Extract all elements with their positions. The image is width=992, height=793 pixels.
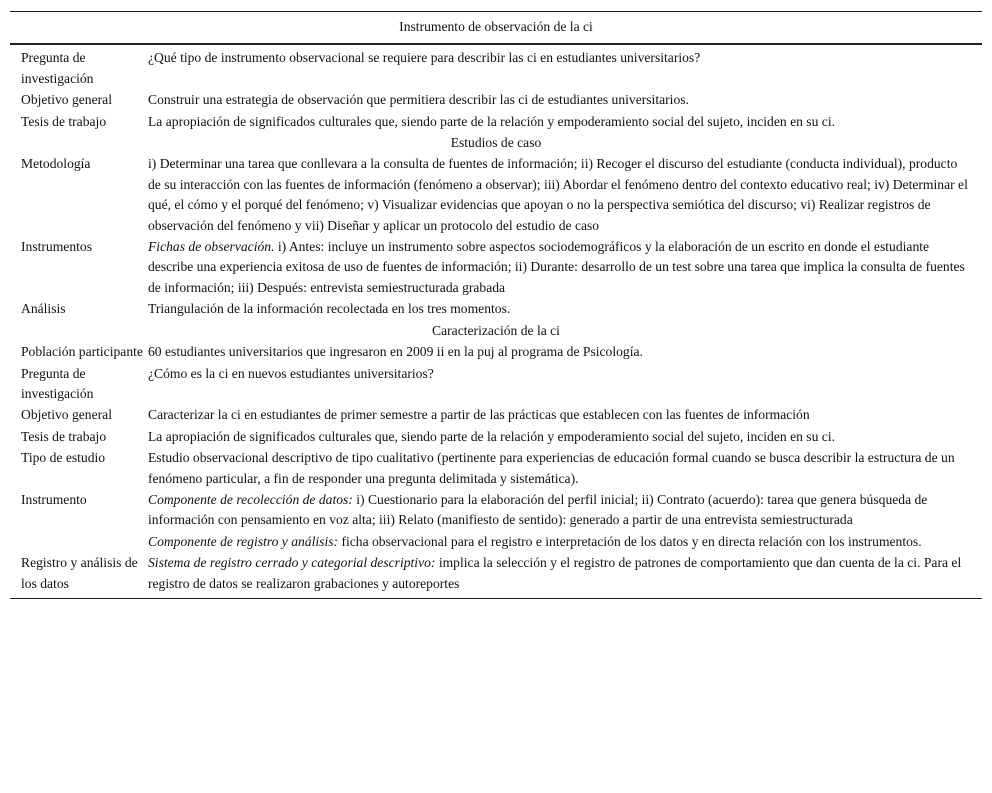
table-row — [10, 447, 982, 489]
row-value: Estudio observacional descriptivo de tipo cualitativo (pertinente para experiencias de educación formal cuando se busca describir la estructura de un fenómeno particular, a fin de responder una pregunta delimitada y sistemática). — [148, 450, 955, 486]
observation-instrument-table — [10, 11, 982, 599]
table-row — [10, 341, 982, 362]
italic-lead: Fichas de observación. — [148, 239, 275, 255]
table-row — [10, 44, 982, 89]
table-row — [10, 298, 982, 319]
table-row — [10, 111, 982, 132]
row-value: ¿Qué tipo de instrumento observacional se requiere para describir las ci en estudiantes universitarios? — [148, 50, 701, 66]
row-label: Instrumentos — [21, 239, 92, 255]
row-text: implica la selección y el registro de patrones de comportamiento que dan cuenta de la ci. Para el registro de datos se realizaron grabaciones y autoreportes — [148, 555, 962, 591]
row-label: Instrumento — [21, 491, 87, 507]
table-row — [10, 426, 982, 447]
row-value: La apropiación de significados culturales que, siendo parte de la relación y empoderamiento social del sujeto, inciden en su ci. — [148, 113, 836, 129]
row-label: Pregunta de investigación — [21, 50, 94, 86]
table-row — [10, 531, 982, 552]
row-label: Objetivo general — [21, 92, 112, 108]
row-value: ¿Cómo es la ci en nuevos estudiantes universitarios? — [148, 365, 434, 381]
table-row — [10, 552, 982, 598]
table-row — [10, 153, 982, 236]
row-label: Tesis de trabajo — [21, 113, 107, 129]
row-text: ficha observacional para el registro e interpretación de los datos y en directa relación con los instrumentos. — [338, 533, 922, 549]
row-value: Construir una estrategia de observación que permitiera describir las ci de estudiantes universitarios. — [148, 92, 689, 108]
table-row — [10, 89, 982, 110]
row-value — [148, 489, 982, 531]
section-heading: Estudios de caso — [450, 135, 542, 151]
row-text: i) Cuestionario para la elaboración del perfil inicial; ii) Contrato (acuerdo): tarea que genera búsqueda de información con pensamiento en voz alta; iii) Relato (manifiesto de sentido): generado a partir de una entrevista semiestructurada — [148, 491, 928, 528]
table-row — [10, 236, 982, 298]
row-value — [148, 236, 982, 298]
table-row — [10, 404, 982, 425]
row-label: Tesis de trabajo — [21, 428, 107, 444]
row-label: Metodología — [21, 156, 91, 172]
section-heading: Caracterización de la ci — [432, 322, 560, 338]
row-value: Triangulación de la información recolectada en los tres momentos. — [148, 301, 511, 317]
row-value: 60 estudiantes universitarios que ingresaron en 2009 ii en la puj al programa de Psicología. — [148, 344, 643, 360]
table-row — [10, 363, 982, 405]
row-value — [148, 552, 982, 598]
italic-lead: Componente de registro y análisis: — [148, 533, 339, 549]
row-value: La apropiación de significados culturales que, siendo parte de la relación y empoderamiento social del sujeto, inciden en su ci. — [148, 428, 836, 444]
row-value: i) Determinar una tarea que conllevara a la consulta de fuentes de información; ii) Recoger el discurso del estudiante (conducta individual), producto de su interacción con las fuentes de información (fenómeno a observar); iii) Abordar el fenómeno dentro del contexto educativo real; iv) Determinar el qué, el cómo y el porqué del fenómeno; v) Visualizar evidencias que apoyan o no la perspectiva semiótica del discurso; vi) Realizar registros de observación del fenómeno y vii) Diseñar y aplicar un protocolo del estudio de caso — [148, 156, 968, 233]
italic-lead: Sistema de registro cerrado y categorial descriptivo: — [148, 555, 436, 571]
row-label: Registro y análisis de los datos — [10, 552, 148, 598]
row-label: Análisis — [21, 301, 66, 317]
row-text: i) Antes: incluye un instrumento sobre aspectos sociodemográficos y la elaboración de un escrito en donde el estudiante describe una experiencia exitosa de uso de fuentes de información; ii) Durante: desarrollo de un test sobre una tarea que implica la consulta de fuentes de información; iii) Después: entrevista semiestructurada grabada — [148, 239, 965, 295]
row-value: Caracterizar la ci en estudiantes de primer semestre a partir de las prácticas que establecen con las fuentes de información — [148, 407, 810, 423]
row-label: Objetivo general — [21, 407, 112, 423]
table-row — [10, 489, 982, 531]
italic-lead: Componente de recolección de datos: — [148, 491, 353, 507]
row-label: Tipo de estudio — [21, 450, 106, 466]
table-title: Instrumento de observación de la ci — [10, 12, 982, 45]
row-label: Población participante — [21, 344, 143, 360]
row-value — [148, 531, 982, 552]
row-label: Pregunta de investigación — [21, 365, 94, 401]
